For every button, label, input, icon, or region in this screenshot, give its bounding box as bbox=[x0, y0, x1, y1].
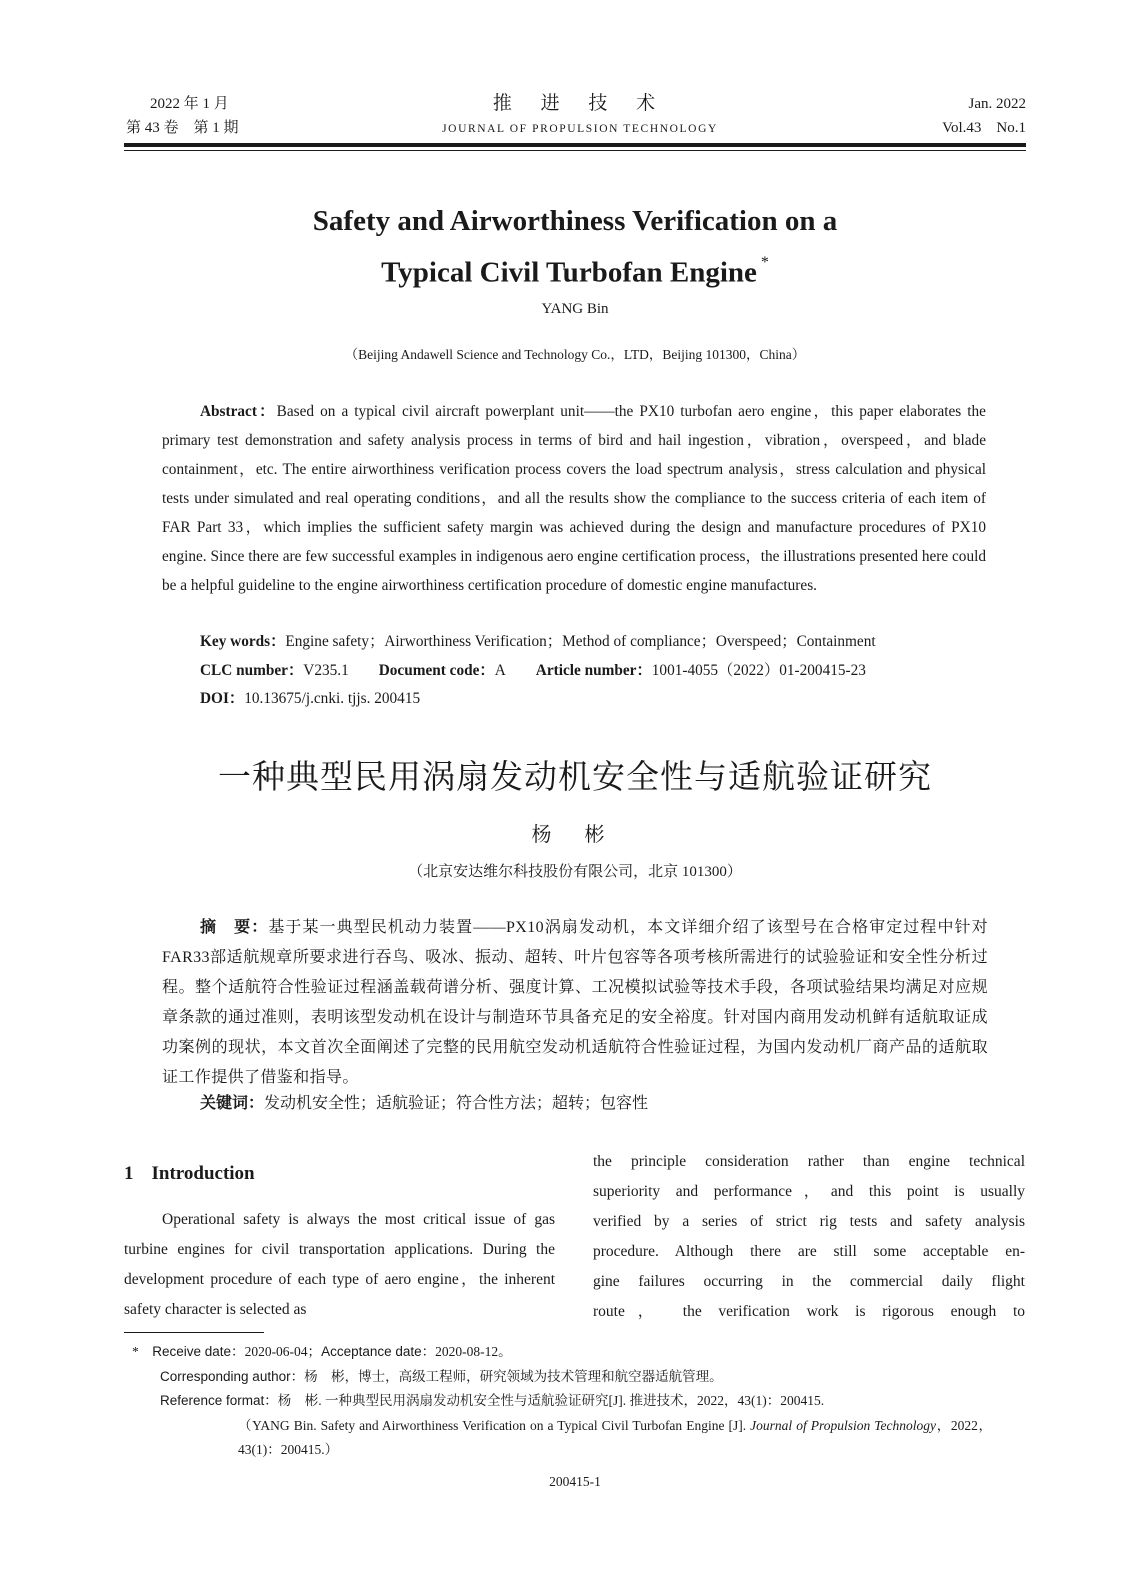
footnote-rule bbox=[124, 1332, 264, 1333]
paper-title-cn: 一种典型民用涡扇发动机安全性与适航验证研究 bbox=[218, 757, 932, 796]
reference-format-label: Reference format： bbox=[160, 1393, 278, 1408]
clc-label: CLC number： bbox=[200, 661, 304, 679]
keywords-en bbox=[200, 628, 990, 657]
affiliation-en: （Beijing Andawell Science and Technology Co.，LTD，Beijing 101300，China） bbox=[344, 347, 806, 362]
body-line: the principle consideration rather than engine technical bbox=[593, 1153, 1025, 1170]
section-title: Introduction bbox=[151, 1163, 255, 1184]
receive-date-value: 2020-06-04； bbox=[244, 1344, 322, 1359]
footnote-dates bbox=[132, 1340, 992, 1365]
reference-en-part1: （YANG Bin. Safety and Airworthiness Verification on a Typical Civil Turbofan Engine [J]. bbox=[238, 1417, 747, 1433]
intro-paragraph: Operational safety is always the most critical issue of gas turbine engines for civil transportation applications. During the development procedure of each type of aero engine，the inherent safety character is selected as bbox=[124, 1211, 555, 1318]
header-left bbox=[126, 92, 239, 140]
header-rule-thick bbox=[124, 143, 1026, 147]
affiliation-cn: （北京安达维尔科技股份有限公司，北京 101300） bbox=[408, 864, 742, 880]
keywords-cn-text: 发动机安全性；适航验证；符合性方法；超转；包容性 bbox=[264, 1095, 649, 1112]
title-footnote-marker: * bbox=[760, 254, 769, 271]
metadata-en bbox=[200, 628, 990, 714]
title-line-1: Safety and Airworthiness Verification on a bbox=[312, 205, 838, 237]
abstract-en-text: Based on a typical civil aircraft powerplant unit——the PX10 turbofan aero engine，this paper elaborates the primary test demonstration and safety analysis process in terms of bird and hail ingestion，vibration，overspeed，and blade containment，etc. The entire airworthiness verification process covers the load spectrum analysis，stress calculation and physical tests under simulated and real operating conditions，and all the results show the compliance to the success criteria of each item of FAR Part 33，which implies the sufficient safety margin was achieved during the design and manufacture procedures of PX10 engine. Since there are few successful examples in indigenous aero engine certification process，the illustrations presented here could be a helpful guideline to the engine airworthiness certification procedure of domestic engine manufactures. bbox=[162, 403, 986, 594]
reference-en-journal: Journal of Propulsion Technology bbox=[750, 1417, 937, 1433]
title-line-2-text: Typical Civil Turbofan Engine bbox=[381, 256, 757, 289]
journal-name-cn: 推 进 技 术 bbox=[492, 93, 668, 114]
doc-code-label: Document code： bbox=[378, 661, 495, 679]
header-right bbox=[942, 92, 1026, 140]
corresponding-author-value: 杨 彬，博士，高级工程师，研究领域为技术管理和航空器适航管理。 bbox=[304, 1368, 723, 1384]
paper-title-en bbox=[120, 198, 1030, 296]
abstract-cn-text: 基于某一典型民机动力装置——PX10涡扇发动机，本文详细介绍了该型号在合格审定过程中针对FAR33部适航规章所要求进行吞鸟、吸冰、振动、超转、叶片包容等各项考核所需进行的试验验证和安全性分析过程。整个适航符合性验证过程涵盖载荷谱分析、强度计算、工况模拟试验等技术手段，各项试验结果均满足对应规章条款的通过准则，表明该型发动机在设计与制造环节具备充足的安全裕度。针对国内商用发动机鲜有适航取证成功案例的现状，本文首次全面阐述了完整的民用航空发动机适航符合性验证过程，为国内发动机厂商产品的适航取证工作提供了借鉴和指导。 bbox=[162, 919, 988, 1086]
keywords-en-label: Key words： bbox=[200, 633, 286, 650]
body-line: verified by a series of strict rig tests and safety analysis bbox=[593, 1213, 1025, 1230]
doi-label: DOI： bbox=[200, 690, 245, 708]
body-line: procedure. Although there are still some acceptable en- bbox=[593, 1243, 1025, 1260]
section-number: 1 bbox=[124, 1163, 134, 1184]
footnotes bbox=[132, 1340, 992, 1463]
header-rule-thin bbox=[124, 150, 1026, 151]
author-en: YANG Bin bbox=[541, 301, 609, 317]
keywords-en-text: Engine safety；Airworthiness Verification；Method of compliance；Overspeed；Containment bbox=[285, 633, 876, 650]
reference-format-value: 杨 彬. 一种典型民用涡扇发动机安全性与适航验证研究[J]. 推进技术，2022，43(1)：200415. bbox=[277, 1393, 825, 1408]
acceptance-date-value: 2020-08-12。 bbox=[435, 1344, 512, 1359]
abstract-en bbox=[162, 397, 986, 600]
clc-line bbox=[200, 657, 990, 686]
section-heading bbox=[124, 1163, 255, 1185]
footnote-marker: * bbox=[132, 1344, 139, 1359]
page-number: 200415-1 bbox=[549, 1474, 601, 1489]
reference-en-part2: ，2022，43(1)：200415.） bbox=[238, 1417, 993, 1457]
footnote-corresponding bbox=[132, 1365, 992, 1390]
body-line: superiority and performance，and this point is usually bbox=[593, 1183, 1025, 1200]
abstract-cn bbox=[162, 913, 988, 1093]
journal-header bbox=[380, 92, 780, 140]
footnote-reference-en bbox=[132, 1414, 992, 1463]
author-cn: 杨 彬 bbox=[531, 824, 619, 846]
doi-line bbox=[200, 685, 990, 714]
clc-value: V235.1 bbox=[303, 661, 349, 679]
journal-name-en: JOURNAL OF PROPULSION TECHNOLOGY bbox=[442, 123, 718, 135]
corresponding-author-label: Corresponding author： bbox=[160, 1368, 305, 1384]
issue-date-en: Jan. 2022 bbox=[968, 96, 1026, 112]
receive-date-label: Receive date： bbox=[152, 1344, 245, 1359]
keywords-cn-label: 关键词： bbox=[200, 1095, 265, 1112]
doc-code-value: A bbox=[494, 661, 506, 679]
acceptance-date-label: Acceptance date： bbox=[321, 1344, 436, 1359]
title-line-2 bbox=[120, 244, 1030, 296]
keywords-cn bbox=[200, 1089, 990, 1119]
abstract-en-label: Abstract： bbox=[200, 403, 277, 420]
footnote-reference bbox=[132, 1389, 992, 1414]
article-number-value: 1001-4055（2022）01-200415-23 bbox=[651, 661, 866, 679]
body-line: gine failures occurring in the commercial daily flight bbox=[593, 1273, 1025, 1290]
volume-en: Vol.43 No.1 bbox=[942, 120, 1026, 136]
volume-cn: 第 43 卷 第 1 期 bbox=[126, 120, 239, 136]
doi-value: 10.13675/j.cnki. tjjs. 200415 bbox=[244, 690, 421, 708]
body-column-left bbox=[124, 1205, 555, 1325]
article-number-label: Article number： bbox=[535, 661, 652, 679]
body-line: route， the verification work is rigorous enough to bbox=[593, 1303, 1025, 1320]
body-column-right bbox=[593, 1147, 1025, 1327]
abstract-cn-label: 摘 要： bbox=[200, 919, 269, 936]
issue-date-cn: 2022 年 1 月 bbox=[150, 96, 229, 112]
